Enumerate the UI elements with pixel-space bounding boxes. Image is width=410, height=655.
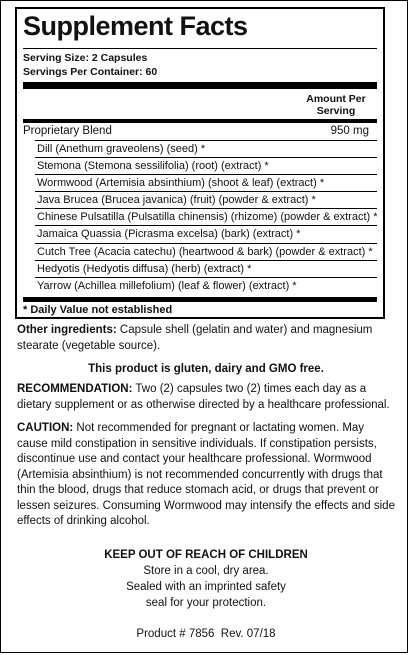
servings-per-container: Servings Per Container: 60 [23, 66, 158, 78]
storage-line-3: seal for your protection. [145, 597, 267, 609]
recommendation [17, 382, 395, 413]
thick-divider [23, 82, 377, 89]
ingredient-list [35, 140, 377, 294]
storage-line-1: Store in a cool, dry area. [143, 565, 269, 577]
caution [17, 421, 395, 530]
amount-header-line1: Amount Per [306, 93, 366, 105]
other-ingredients [17, 323, 395, 354]
serving-size: Serving Size: 2 Capsules [23, 52, 148, 64]
ingredient-row: Yarrow (Achillea millefolium) (leaf & flower) (extract) * [35, 277, 377, 294]
divider [23, 48, 377, 49]
recommendation-text: Two (2) capsules two (2) times each day as a dietary supplement or as otherwise directed by a healthcare professional. [17, 383, 390, 411]
gluten-dairy-gmo-free: This product is gluten, dairy and GMO free. [88, 363, 324, 375]
proprietary-blend-name: Proprietary Blend [23, 125, 112, 137]
ingredient-row: Cutch Tree (Acacia catechu) (heartwood & bark) (powder & extract) * [35, 243, 377, 260]
product-number: Product # 7856 Rev. 07/18 [136, 628, 276, 640]
caution-text: Not recommended for pregnant or lactating women. May cause mild constipation in sensitive individuals. If constipation persists, discontinue use and contact your healthcare professional. Wormwood (Artemisia absinthium) is not recommended concurrently with drugs that thin the blood, drugs that reduce stomach acid, or drugs that prevent or lessen seizures. Consuming Wormwood may intensify the effects and side effects of drinking alcohol. [17, 422, 395, 527]
ingredient-row: Jamaica Quassia (Picrasma excelsa) (bark) (extract) * [35, 225, 377, 242]
storage-line-2: Sealed with an imprinted safety [126, 581, 286, 593]
caution-label: CAUTION: [17, 422, 74, 434]
recommendation-label: RECOMMENDATION: [17, 383, 133, 395]
other-ingredients-text: Capsule shell (gelatin and water) and magnesium stearate (vegetable source). [17, 324, 373, 352]
thick-divider-bottom [23, 297, 377, 302]
ingredient-row: Stemona (Stemona sessilifolia) (root) (extract) * [35, 157, 377, 174]
proprietary-blend-amount: 950 mg [330, 125, 369, 137]
supplement-facts-panel [15, 7, 385, 319]
ingredient-row: Java Brucea (Brucea javanica) (fruit) (powder & extract) * [35, 191, 377, 208]
ingredient-row: Hedyotis (Hedyotis diffusa) (herb) (extract) * [35, 260, 377, 277]
other-ingredients-label: Other ingredients: [17, 324, 117, 336]
daily-value-footnote: * Daily Value not established [23, 304, 173, 316]
ingredient-row: Dill (Anethum graveolens) (seed) * [35, 140, 377, 157]
amount-per-serving-header [299, 93, 373, 117]
facts-title: Supplement Facts [23, 11, 248, 41]
keep-out-of-reach-heading: KEEP OUT OF REACH OF CHILDREN [104, 549, 308, 561]
amount-header-line2: Serving [316, 105, 356, 117]
ingredient-row: Chinese Pulsatilla (Pulsatilla chinensis) (rhizome) (powder & extract) * [35, 208, 377, 225]
medium-divider [23, 119, 377, 123]
ingredient-row: Wormwood (Artemisia absinthium) (shoot & leaf) (extract) * [35, 174, 377, 191]
